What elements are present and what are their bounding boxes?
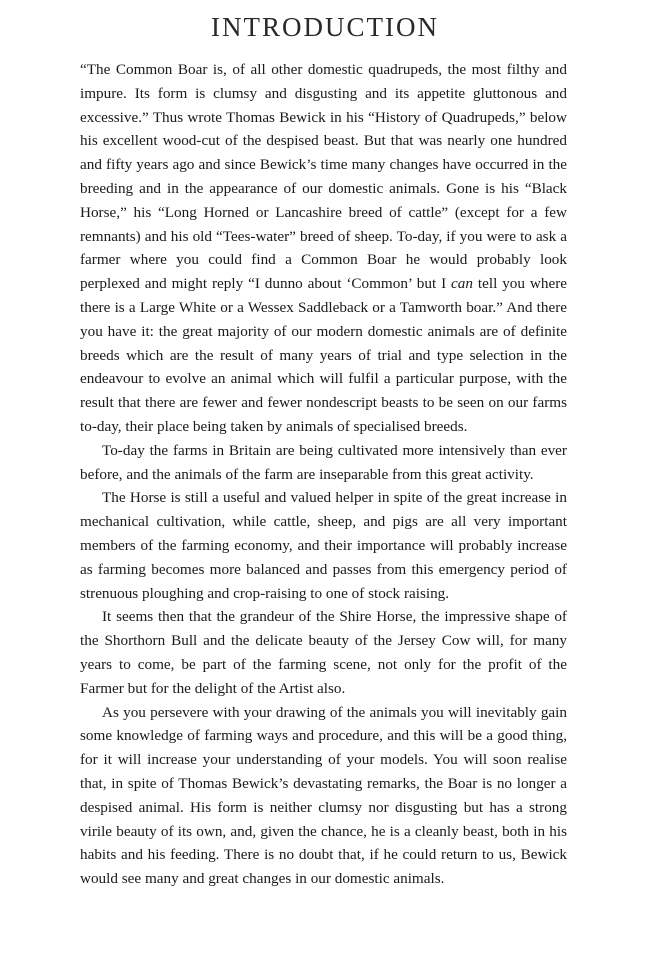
paragraph-1 — [80, 58, 567, 439]
body-text — [80, 58, 567, 891]
paragraph-4: It seems then that the grandeur of the Shire Horse, the impressive shape of the Shorthorn Bull and the delicate beauty of the Jersey Cow will, for many years to come, be part of the farming scene, not only for the profit of the Farmer but for the delight of the Artist also. — [80, 608, 567, 697]
paragraph-3: The Horse is still a useful and valued helper in spite of the great increase in mechanical cultivation, while cattle, sheep, and pigs are all very important members of the farming economy, and their importance will probably increase as farming becomes more balanced and passes from this emergency period of strenuous ploughing and crop-raising to one of stock raising. — [80, 489, 567, 602]
paragraph-1-text-a: “The Common Boar is, of all other domestic quadrupeds, the most filthy and impure. Its form is clumsy and disgusting and its appetite gluttonous and excessive.” Thus wrote Thomas Bewick in his “History of Quadrupeds,” below his excellent wood-cut of the despised beast. But that was nearly one hundred and fifty years ago and since Bewick’s time many changes have occurred in the breeding and in the appearance of our domestic animals. Gone is his “Black Horse,” his “Long Horned or Lancashire breed of cattle” (except for a few remnants) and his old “Tees-water” breed of sheep. To-day, if you were to ask a farmer where you could find a Common Boar he would probably look perplexed and might reply “I dunno about ‘Common’ but I — [80, 61, 567, 293]
chapter-heading: INTRODUCTION — [211, 12, 439, 42]
paragraph-1-text-b: tell you where there is a Large White or a Wessex Saddleback or a Tamworth boar.” And there you have it: the great majority of our modern domestic animals are of definite breeds which are the result of many years of trial and type selection in the endeavour to evolve an animal which will fulfil a particular purpose, with the result that there are fewer and fewer nondescript beasts to be seen on our farms to-day, their place being taken by animals of specialised breeds. — [80, 275, 567, 435]
paragraph-5: As you persevere with your drawing of the animals you will inevitably gain some knowledge of farming ways and procedure, and this will be a good thing, for it will increase your understanding of your models. You will soon realise that, in spite of Thomas Bewick’s devastating remarks, the Boar is no longer a despised animal. His form is neither clumsy nor disgusting but has a strong virile beauty of its own, and, given the chance, he is a cleanly beast, both in his habits and his feeding. There is no doubt that, if he could return to us, Bewick would see many and great changes in our domestic animals. — [80, 703, 567, 888]
paragraph-1-emphasis: can — [451, 275, 473, 293]
paragraph-2: To-day the farms in Britain are being cultivated more intensively than ever before, and the animals of the farm are inseparable from this great activity. — [80, 441, 567, 483]
